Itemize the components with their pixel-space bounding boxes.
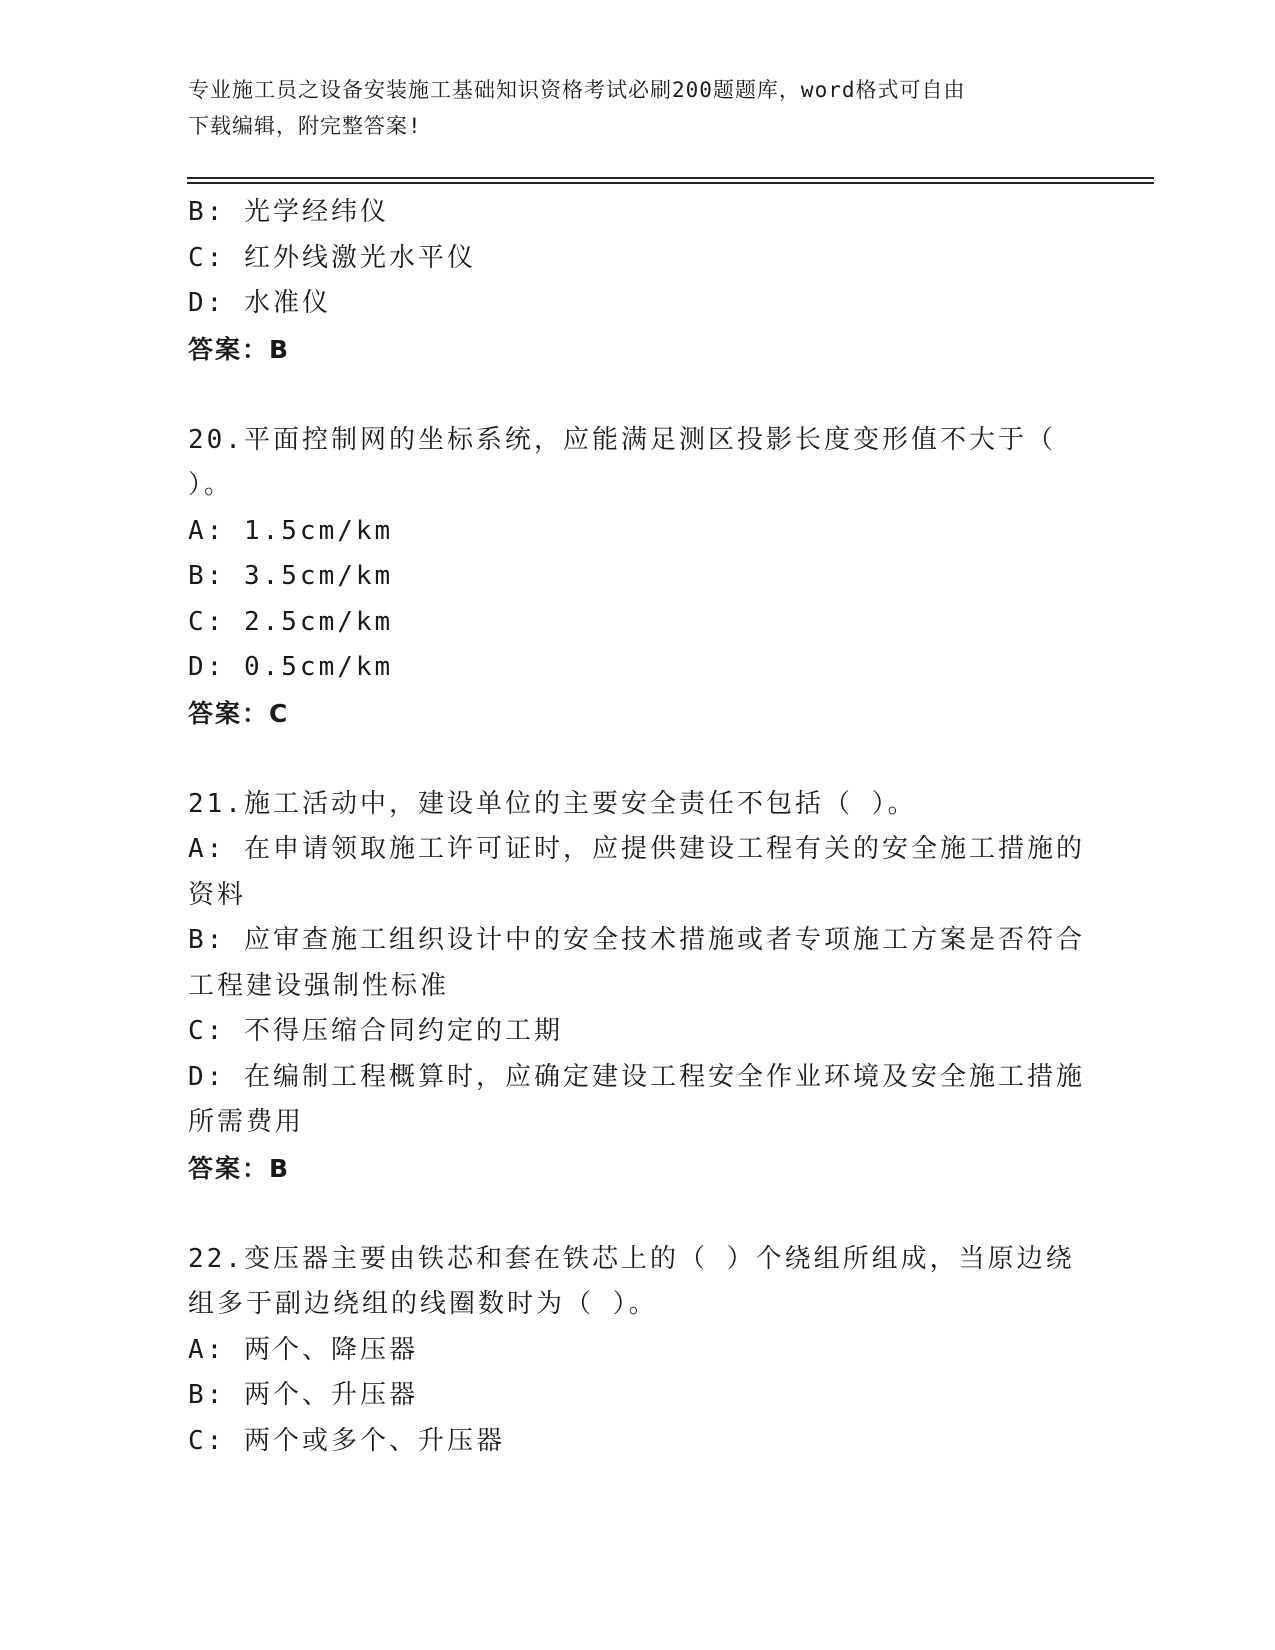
option-d: D: 水准仪: [188, 288, 331, 318]
answer: 答案：B: [188, 334, 291, 364]
question-21: [188, 782, 1088, 1192]
option-d-line-2: 所需费用: [188, 1107, 305, 1137]
question-stem-line-2: ）。: [188, 470, 234, 500]
question-22: [188, 1237, 1088, 1465]
question-stem-line-1: 21.施工活动中，建设单位的主要安全责任不包括（ ）。: [188, 788, 917, 819]
option-a-line-2: 资料: [188, 879, 247, 910]
question-stem-line-1: 20.平面控制网的坐标系统，应能满足测区投影长度变形值不大于（: [188, 424, 1056, 455]
option-d-line-1: D: 在编制工程概算时，应确定建设工程安全作业环境及安全施工措施: [188, 1061, 1085, 1092]
spacer: [188, 1191, 1088, 1237]
question-stem-line-1: 22.变压器主要由铁芯和套在铁芯上的（ ）个绕组所组成，当原边绕: [188, 1243, 1075, 1274]
previous-question-tail: [188, 190, 1088, 372]
question-20: [188, 418, 1088, 737]
option-b-line-2: 工程建设强制性标准: [188, 970, 450, 1001]
spacer: [188, 736, 1088, 782]
option-d: D: 0.5cm/km: [188, 652, 394, 682]
option-c: C: 不得压缩合同约定的工期: [188, 1016, 563, 1046]
option-a-line-1: A: 在申请领取施工许可证时，应提供建设工程有关的安全施工措施的: [188, 834, 1085, 864]
header-title-line-2: 下载编辑，附完整答案!: [188, 114, 422, 138]
header-divider-top: [187, 177, 1154, 179]
option-a: A: 1.5cm/km: [188, 515, 394, 546]
document-body: [188, 190, 1088, 1464]
question-stem-line-2: 组多于副边绕组的线圈数时为（ ）。: [188, 1289, 658, 1319]
header-title-line-1: 专业施工员之设备安装施工基础知识资格考试必刷200题题库，word格式可自由: [188, 78, 966, 102]
option-c: C: 两个或多个、升压器: [188, 1425, 505, 1456]
answer: 答案：B: [188, 1153, 291, 1183]
header-divider-bottom: [187, 182, 1154, 184]
option-b: B: 光学经纬仪: [188, 197, 389, 227]
option-b: B: 两个、升压器: [188, 1380, 418, 1410]
option-c: C: 红外线激光水平仪: [188, 242, 476, 273]
spacer: [188, 372, 1088, 418]
document-header: [188, 72, 1078, 144]
option-b: B: 3.5cm/km: [188, 561, 394, 591]
option-c: C: 2.5cm/km: [188, 606, 394, 637]
answer: 答案：C: [188, 698, 290, 728]
option-b-line-1: B: 应审查施工组织设计中的安全技术措施或者专项施工方案是否符合: [188, 925, 1085, 955]
option-a: A: 两个、降压器: [188, 1334, 418, 1365]
